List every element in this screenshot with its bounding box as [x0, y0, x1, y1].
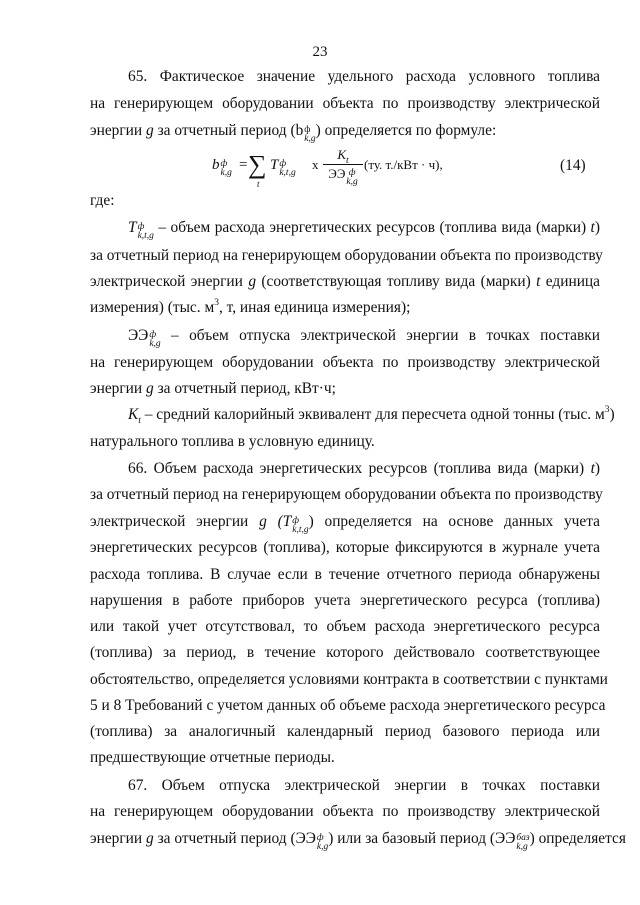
p66-line-1: 66. Объем расхода энергетических ресурсов (топлива вида (марки) t): [128, 460, 600, 477]
def-t-line-1: T ф k,t,g – объем расхода энергетических ресурсов (топлива вида (марки) t): [128, 219, 600, 241]
p66-line-3: электрической энергии g (T ф k,t,g ) определяется на основе данных учета: [90, 513, 601, 535]
page-number: 23: [312, 44, 328, 60]
p66-line-4: энергетических ресурсов (топлива), которые фиксируются в журнале учета: [90, 539, 600, 556]
p66-line-2: за отчетный период на генерирующем оборудовании объекта по производству: [90, 486, 603, 503]
def-k-line-2: натурального топлива в условную единицу.: [90, 433, 375, 450]
formula-numerator: $K_t$: [337, 147, 349, 166]
fraction-bar: [323, 164, 363, 165]
p66-line-10: 5 и 8 Требований с учетом данных об объеме расхода энергетического ресурса: [90, 697, 606, 714]
formula-sum-index: t: [257, 179, 260, 189]
def-t-line-3: электрической энергии g (соответствующая топливу вида (марки) t единица: [90, 273, 601, 290]
p65-line-3: энергии g за отчетный период (b ф k,g ) определяется по формуле:: [90, 122, 497, 144]
def-t-line-2: за отчетный период на генерирующем оборудовании объекта по производству: [90, 247, 603, 264]
p66-line-8: (топлива) за период, в течение которого действовало соответствующее: [90, 644, 600, 661]
formula-t-term: T ф k,t,g: [270, 157, 296, 178]
formula-times: x: [312, 157, 319, 172]
formula-denominator: ЭЭ ф k,g: [328, 166, 358, 187]
where-label: где:: [90, 192, 115, 209]
def-ee-line-3: энергии g за отчетный период, кВт·ч;: [90, 380, 336, 397]
p66-line-9: обстоятельство, определяется условиями контракта в соответствии с пунктами: [90, 671, 608, 688]
def-ee-line-2: на генерирующем оборудовании объекта по производству электрической: [90, 354, 600, 371]
p66-line-5: расхода топлива. В случае если в течение отчетного периода обнаружены: [90, 566, 600, 583]
formula-14: [212, 147, 443, 191]
def-t-line-4: измерения) (тыс. $м^3$, т, иная единица измерения);: [90, 298, 411, 316]
formula-lhs: b ф k,g: [212, 157, 232, 178]
p66-line-6: нарушения в работе приборов учета энергетического ресурса (топлива): [90, 592, 600, 609]
p66-line-12: предшествующие отчетные периоды.: [90, 749, 335, 766]
p67-line-2: на генерирующем оборудовании объекта по производству электрической: [90, 803, 600, 820]
p65-line-1: 65. Фактическое значение удельного расхода условного топлива: [128, 68, 600, 85]
p65-line-2: на генерирующем оборудовании объекта по производству электрической: [90, 95, 600, 112]
p67-line-3: энергии g за отчетный период (ЭЭ ф k,g ) или за базовый период (ЭЭ баз k,g ) определяется: [90, 830, 626, 852]
p66-line-7: или такой учет отсутствовал, то объем расхода энергетического ресурса: [90, 618, 600, 635]
formula-equals: =: [239, 157, 248, 173]
def-k-line-1: $K_t$ – средний калорийный эквивалент для пересчета одной тонны (тыс. $м^3$): [128, 405, 615, 426]
p66-line-11: (топлива) за аналогичный календарный период базового периода или: [90, 723, 600, 740]
formula-units: (ту. т./кВт · ч),: [364, 157, 443, 172]
formula-sum-sign: ∑: [248, 150, 267, 179]
equation-number: (14): [560, 157, 586, 174]
p67-line-1: 67. Объем отпуска электрической энергии в точках поставки: [128, 777, 600, 794]
formula-fraction: [323, 147, 363, 187]
def-ee-line-1: ЭЭ ф k,g – объем отпуска электрической энергии в точках поставки: [128, 327, 600, 349]
